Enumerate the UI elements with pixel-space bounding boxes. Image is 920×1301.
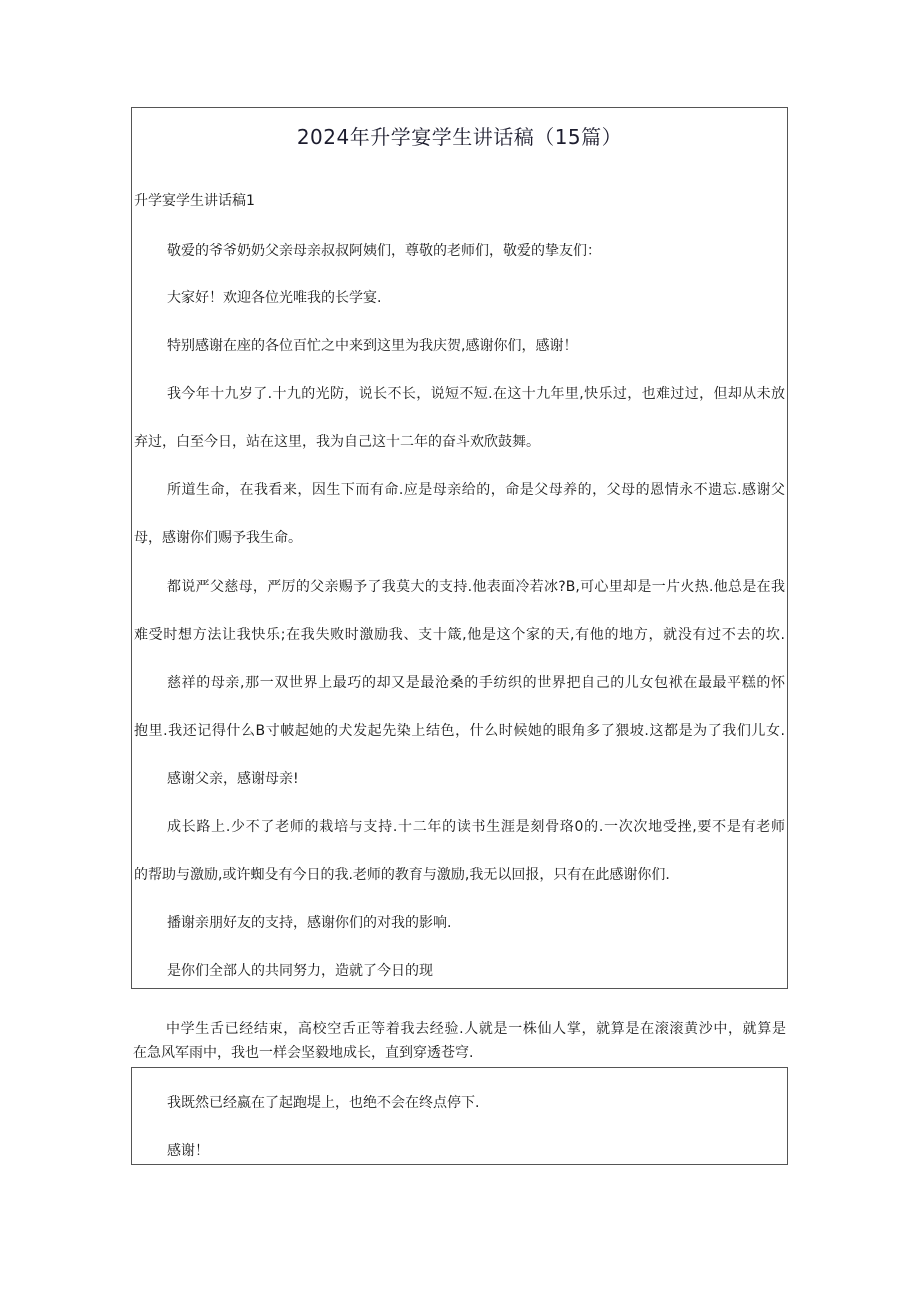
paragraph-line: 播谢亲朋好友的支持，感谢你们的对我的影响.	[167, 915, 452, 931]
paragraph-line: 母，感谢你们赐予我生命。	[134, 530, 302, 546]
page-title: 2024年升学宴学生讲话稿（15篇）	[296, 125, 623, 149]
paragraph-line: 敬爱的爷爷奶奶父亲母亲叔叔阿姨们，尊敬的老师们，敬爱的挚友们：	[167, 243, 601, 259]
paragraph-line: 慈祥的母亲,那一双世界上最巧的却又是最沧桑的手纺织的世界把自己的儿女包袱在最最平糕的怀	[167, 675, 785, 691]
paragraph-line: 都说严父慈母，严厉的父亲赐予了我莫大的支持.他表面冷若冰?B,可心里却是一片火热.他总是在我	[167, 579, 785, 595]
paragraph-line: 弃过，白至今日，站在这里，我为自己这十二年的奋斗欢欣鼓舞。	[134, 434, 540, 450]
content-frame-bottom	[131, 1067, 788, 1165]
paragraph-line: 中学生舌已经结束，高校空舌正等着我去经验.人就是一株仙人掌，就算是在滚滚黄沙中，就算是	[166, 1021, 786, 1037]
paragraph-line: 是你们全部人的共同努力，造就了今日的现	[167, 963, 433, 979]
paragraph-line: 特别感谢在座的各位百忙之中来到这里为我庆贺,感谢你们，感谢！	[167, 338, 578, 354]
paragraph-line: 的帮助与激励,或许蜘殳有今日的我.老师的教育与激励,我无以回报，只有在此感谢你们.	[134, 867, 670, 883]
paragraph-line: 成长路上.少不了老师的栽培与支持.十二年的读书生涯是刻骨珞0的.一次次地受挫,要不是有老师	[167, 819, 785, 835]
section-heading: 升学宴学生讲话稿1	[134, 193, 255, 209]
paragraph-line: 所道生命，在我看来，因生下而有命.应是母亲给的，命是父母养的，父母的恩情永不遗忘.感谢父	[167, 482, 785, 498]
paragraph-line: 我既然已经嬴在了起跑堤上，也绝不会在终点停下.	[167, 1095, 480, 1111]
paragraph-line: 我今年十九岁了.十九的光防，说长不长，说短不短.在这十九年里,快乐过，也难过过，但却从未放	[167, 386, 785, 402]
paragraph-line: 难受时想方法让我快乐;在我失败时激励我、支十箴,他是这个家的天,有他的地方，就没有过不去的坎.	[134, 627, 785, 643]
content-frame-top	[131, 107, 788, 989]
paragraph-line: 大家好！欢迎各位光唯我的长学宴.	[167, 290, 382, 306]
paragraph-line: 感谢父亲，感谢母亲!	[167, 771, 299, 787]
paragraph-line: 在急风军雨中，我也一样会坚毅地成长，直到穿透苍穹.	[133, 1045, 474, 1061]
paragraph-line: 抱里.我还记得什么B寸帔起她的犬发起先染上结色，什么时候她的眼角多了猥坡.这都是为了我们儿女.	[134, 723, 785, 739]
paragraph-line: 感谢！	[167, 1143, 209, 1159]
